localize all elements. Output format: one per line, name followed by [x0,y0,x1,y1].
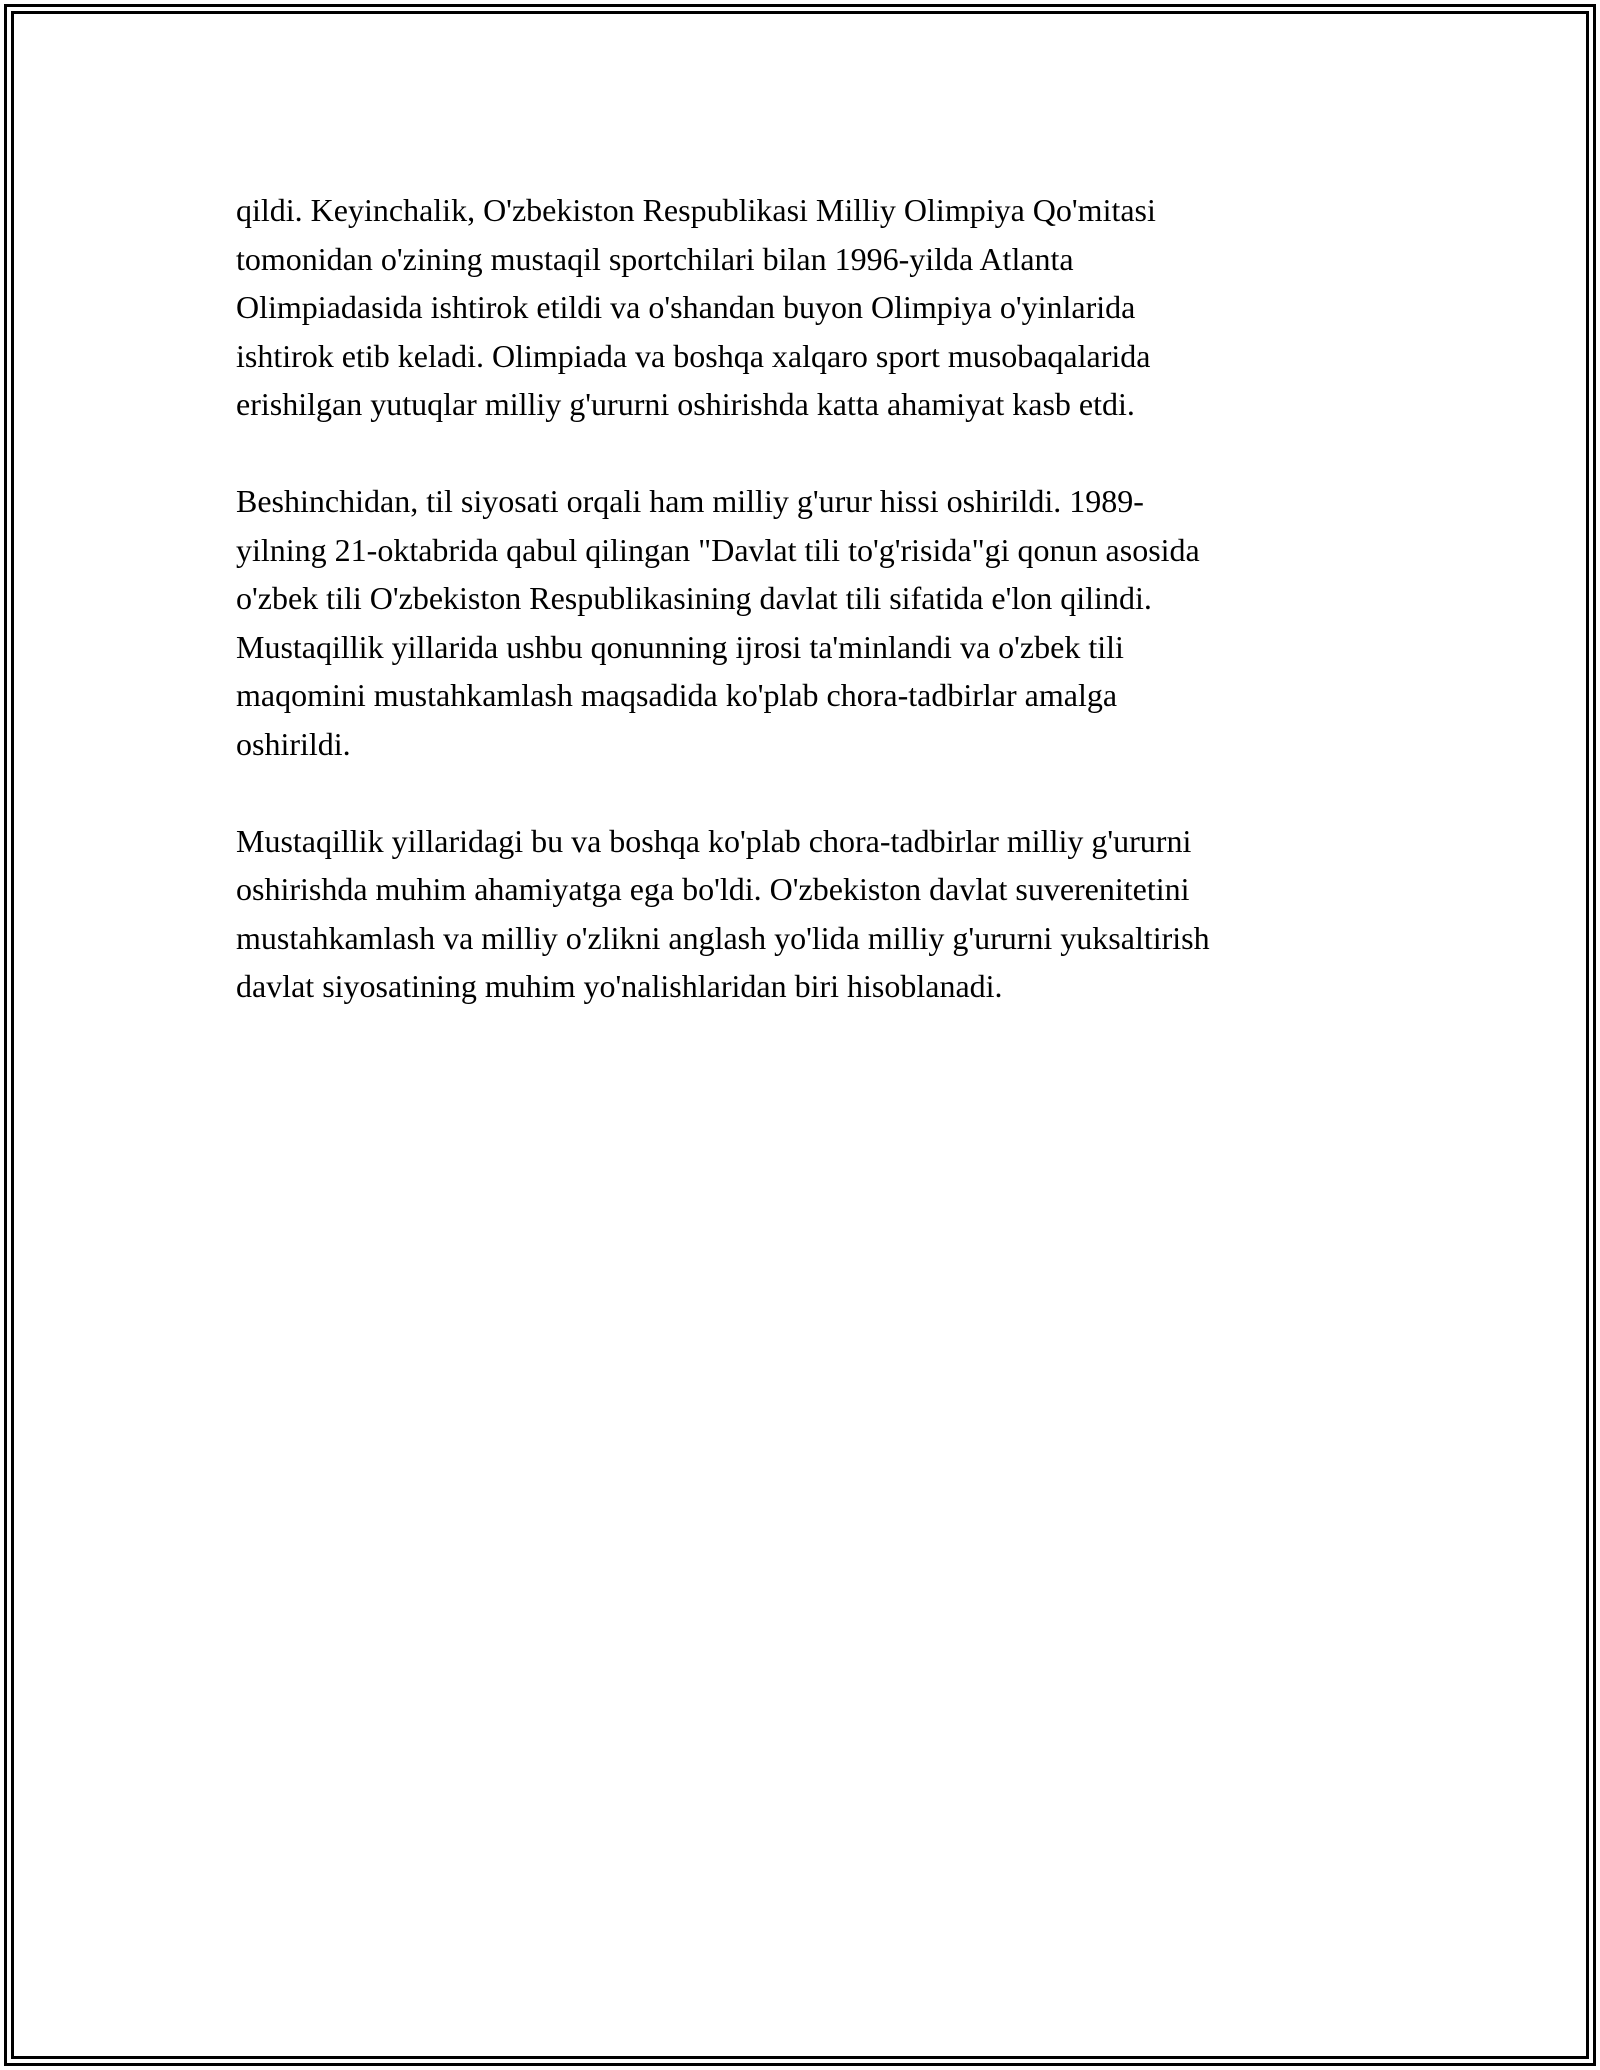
paragraph-olympics: qildi. Keyinchalik, O'zbekiston Respublikasi Milliy Olimpiya Qo'mitasi tomonidan o'zining mustaqil sportchilari bilan 1996-yilda Atlanta Olimpiadasida ishtirok etildi va o'shandan buyon Olimpiya o'yinlarida ishtirok etib keladi. Olimpiada va boshqa xalqaro sport musobaqalarida erishilgan yutuqlar milliy g'ururni oshirishda katta ahamiyat kasb etdi. [236,192,1156,422]
paragraph-conclusion: Mustaqillik yillaridagi bu va boshqa ko'plab chora-tadbirlar milliy g'ururni oshirishda muhim ahamiyatga ega bo'ldi. O'zbekiston davlat suverenitetini mustahkamlash va milliy o'zlikni anglash yo'lida milliy g'ururni yuksaltirish davlat siyosatining muhim yo'nalishlaridan biri hisoblanadi. [236,822,1210,1004]
paragraph-language-policy: Beshinchidan, til siyosati orqali ham milliy g'urur hissi oshirildi. 1989- yilning 21-oktabrida qabul qilingan "Davlat tili to'g'risida"gi qonun asosida o'zbek tili O'zbekiston Respublikasining davlat tili sifatida e'lon qilindi. Mustaqillik yillarida ushbu qonunning ijrosi ta'minlandi va o'zbek tili maqomini mustahkamlash maqsadida ko'plab chora-tadbirlar amalga oshirildi. [236,483,1200,762]
document-body [236,186,1366,1059]
